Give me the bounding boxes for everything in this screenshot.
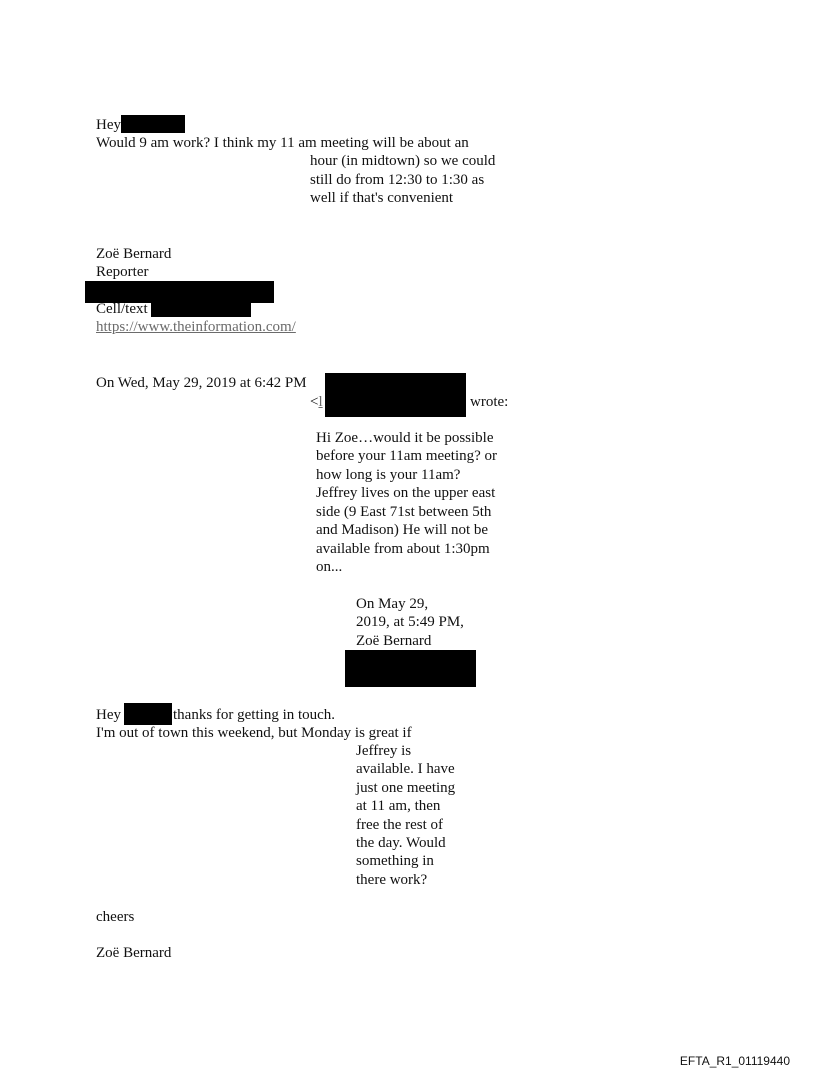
original-line: thanks for getting in touch. — [173, 707, 336, 723]
email-link-fragment[interactable]: l — [318, 394, 323, 410]
quote-line: how long is your 11am? — [316, 467, 461, 483]
quote-line: Jeffrey lives on the upper east — [316, 485, 496, 501]
lt-symbol: < — [310, 394, 319, 410]
cell-label: Cell/text — [96, 301, 148, 317]
quote2-header-line: On May 29, — [356, 596, 429, 612]
reply-line: well if that's convenient — [310, 190, 454, 206]
quote-line: on... — [316, 559, 343, 575]
original-line: I'm out of town this weekend, but Monday is great if — [96, 725, 412, 741]
quote-line: side (9 East 71st between 5th — [316, 504, 492, 520]
closing: cheers — [96, 909, 135, 925]
quote-line: and Madison) He will not be — [316, 522, 489, 538]
redaction-block — [151, 299, 251, 317]
reply-line: hour (in midtown) so we could — [310, 153, 496, 169]
document-id: EFTA_R1_01119440 — [679, 1054, 790, 1068]
signature-title: Reporter — [96, 264, 149, 280]
redaction-block — [345, 650, 476, 687]
greeting-hey: Hey — [96, 117, 121, 133]
quote2-header-line: 2019, at 5:49 PM, — [356, 614, 464, 630]
original-line: free the rest of — [356, 817, 444, 833]
original-line: available. I have — [356, 761, 455, 777]
original-line: at 11 am, then — [356, 798, 441, 814]
wrote-label: wrote: — [470, 394, 509, 410]
quote-line: Hi Zoe…would it be possible — [316, 430, 494, 446]
redaction-block — [325, 373, 466, 417]
reply-line: Would 9 am work? I think my 11 am meeting will be about an — [96, 135, 469, 151]
email-bracket — [310, 393, 323, 411]
original-line: there work? — [356, 872, 428, 888]
signature-name: Zoë Bernard — [96, 246, 172, 262]
reply-line: still do from 12:30 to 1:30 as — [310, 172, 485, 188]
quote-line: available from about 1:30pm — [316, 541, 490, 557]
redaction-block — [124, 703, 172, 725]
closing-signature: Zoë Bernard — [96, 945, 172, 961]
original-line: Jeffrey is — [356, 743, 412, 759]
original-greeting: Hey — [96, 707, 121, 723]
redaction-block — [121, 115, 185, 133]
original-line: the day. Would — [356, 835, 446, 851]
quote-line: before your 11am meeting? or — [316, 448, 498, 464]
original-line: something in — [356, 853, 434, 869]
original-line: just one meeting — [356, 780, 456, 796]
quote2-header-line: Zoë Bernard — [356, 633, 432, 649]
quote-header: On Wed, May 29, 2019 at 6:42 PM — [96, 375, 307, 391]
website-link[interactable]: https://www.theinformation.com/ — [96, 319, 296, 335]
